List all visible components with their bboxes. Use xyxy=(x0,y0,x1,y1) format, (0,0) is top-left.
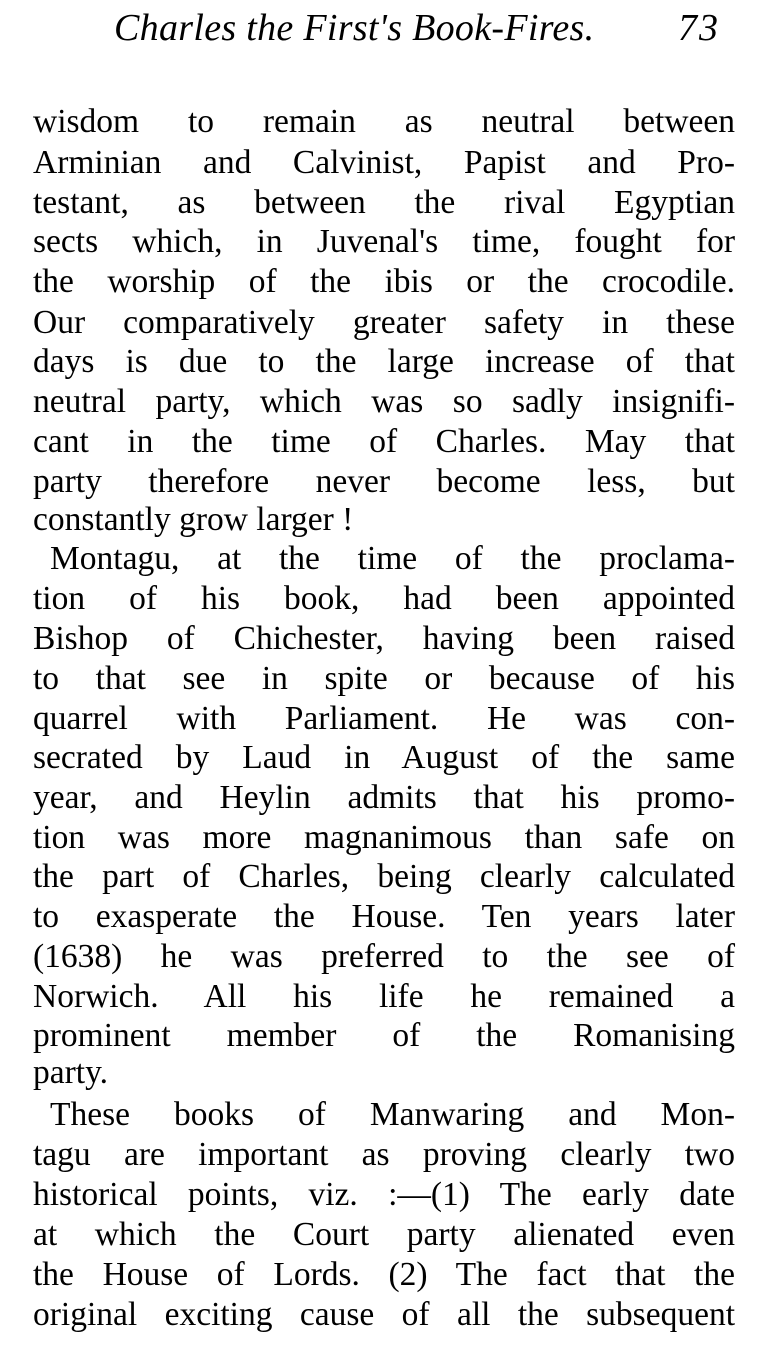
text-line: constantly grow larger ! xyxy=(33,501,354,538)
text-line: prominent member of the Romanising xyxy=(33,1017,735,1054)
text-line: These books of Manwaring and Mon- xyxy=(50,1096,735,1133)
text-line: tion of his book, had been appointed xyxy=(33,580,735,617)
text-line: the part of Charles, being clearly calculated xyxy=(33,858,735,895)
text-line: historical points, viz. :—(1) The early date xyxy=(33,1176,735,1213)
text-line: neutral party, which was so sadly insignifi- xyxy=(33,383,735,420)
text-line: the House of Lords. (2) The fact that the xyxy=(33,1256,735,1293)
text-line: days is due to the large increase of that xyxy=(33,343,735,380)
text-line: Norwich. All his life he remained a xyxy=(33,978,735,1015)
text-line: to exasperate the House. Ten years later xyxy=(33,898,735,935)
text-line: Our comparatively greater safety in these xyxy=(33,304,735,341)
text-line: quarrel with Parliament. He was con- xyxy=(33,700,735,737)
text-line: year, and Heylin admits that his promo- xyxy=(33,779,735,816)
text-line: Montagu, at the time of the proclama- xyxy=(50,540,735,577)
text-line: secrated by Laud in August of the same xyxy=(33,739,735,776)
text-line: at which the Court party alienated even xyxy=(33,1216,735,1253)
text-line: Bishop of Chichester, having been raised xyxy=(33,620,735,657)
running-head xyxy=(114,6,744,62)
text-line: Arminian and Calvinist, Papist and Pro- xyxy=(33,144,735,181)
text-line: testant, as between the rival Egyptian xyxy=(33,184,735,221)
text-line: sects which, in Juvenal's time, fought for xyxy=(33,223,735,260)
text-line: to that see in spite or because of his xyxy=(33,660,735,697)
running-title: Charles the First's Book-Fires. xyxy=(114,7,595,49)
text-line: the worship of the ibis or the crocodile. xyxy=(33,263,735,300)
text-line: party therefore never become less, but xyxy=(33,463,735,500)
text-line: party. xyxy=(33,1054,109,1091)
text-line: wisdom to remain as neutral between xyxy=(33,103,735,140)
text-line: cant in the time of Charles. May that xyxy=(33,423,735,460)
text-line: original exciting cause of all the subsequent xyxy=(33,1296,735,1333)
text-line: tion was more magnanimous than safe on xyxy=(33,819,735,856)
text-line: (1638) he was preferred to the see of xyxy=(33,938,735,975)
page-number: 73 xyxy=(678,7,720,49)
text-line: tagu are important as proving clearly two xyxy=(33,1136,735,1173)
